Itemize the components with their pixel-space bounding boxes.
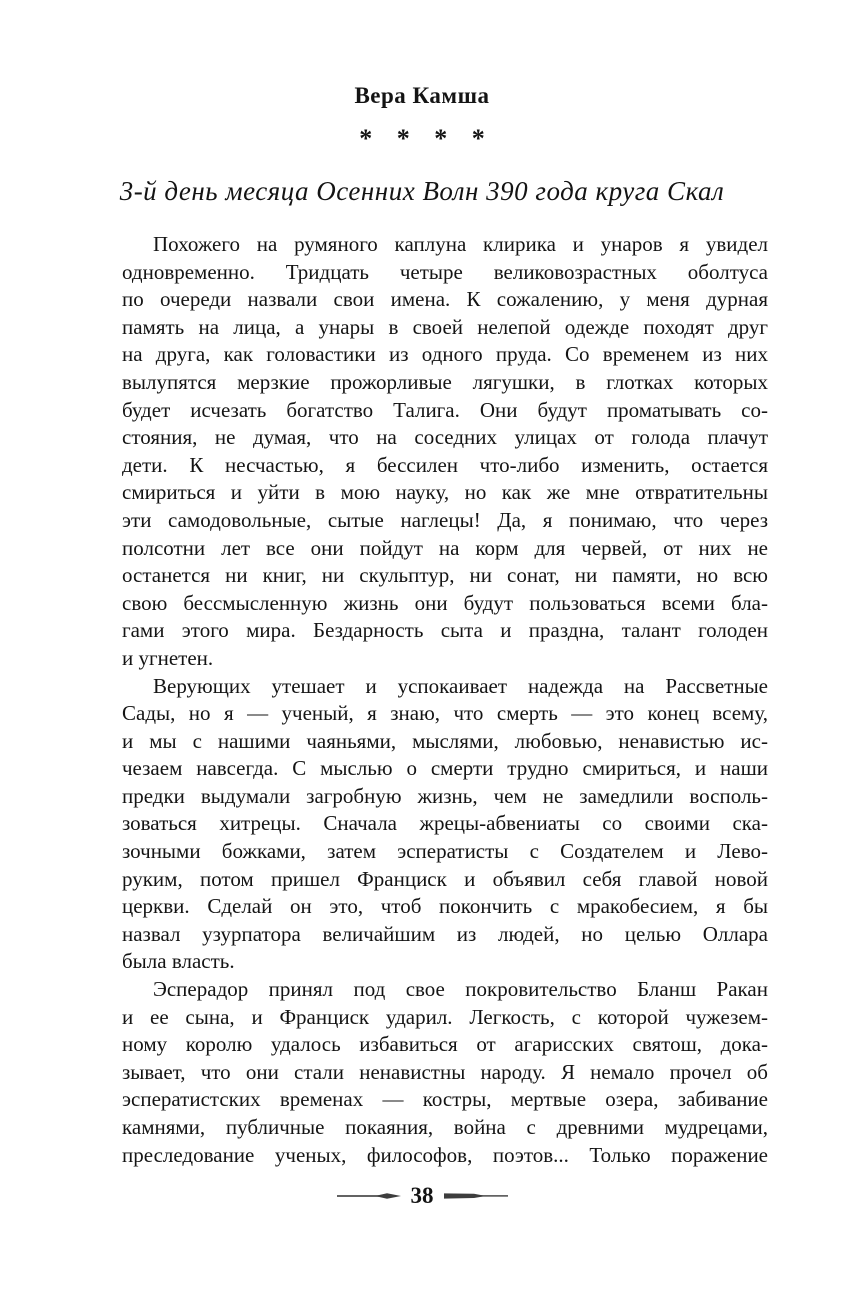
page-number-ornament-right xyxy=(444,1190,508,1202)
text-line: зочными божками, затем эсператисты с Создателем и Лево- xyxy=(122,839,768,864)
text-line: Верующих утешает и успокаивает надежда на Рассветные xyxy=(153,673,768,698)
text-line: и мы с нашими чаяньями, мыслями, любовью, ненавистью ис- xyxy=(122,728,768,753)
text-line: эти самодовольные, сытые наглецы! Да, я понимаю, что через xyxy=(122,507,768,532)
text-line: и угнетен. xyxy=(122,645,214,670)
text-line: полсотни лет все они пойдут на корм для червей, от них не xyxy=(122,535,768,560)
text-line: камнями, публичные покаяния, война с древними мудрецами, xyxy=(122,1115,768,1139)
text-line: смириться и уйти в мою науку, но как же мне отвратительны xyxy=(122,480,768,505)
text-line: дети. К несчастью, я бессилен что-либо изменить, остается xyxy=(122,452,768,477)
text-line: преследование ученых, философов, поэтов... Только поражение xyxy=(122,1142,768,1167)
text-line: будет исчезать богатство Талига. Они будут проматывать со- xyxy=(122,397,768,422)
text-line: Сады, но я — ученый, я знаю, что смерть — это конец всему, xyxy=(122,701,768,726)
text-line: предки выдумали загробную жизнь, чем не замедлили восполь- xyxy=(122,783,768,808)
body-text xyxy=(122,231,768,1169)
text-line: и ее сына, и Франциск ударил. Легкость, с которой чужезем- xyxy=(122,1004,768,1029)
text-line: вылупятся мерзкие прожорливые лягушки, в глотках которых xyxy=(122,369,768,394)
page-number: 38 xyxy=(410,1183,434,1208)
page-footer xyxy=(0,1183,844,1209)
text-line: по очереди назвали свои имена. К сожалению, у меня дурная xyxy=(122,287,768,312)
running-head-author: Вера Камша xyxy=(354,83,490,108)
text-line: память на лица, а унары в своей нелепой одежде походят друг xyxy=(122,314,768,339)
diary-date-heading: 3-й день месяца Осенних Волн 390 года круга Скал xyxy=(119,176,725,206)
text-line: свою бессмысленную жизнь они будут пользоваться всеми бла- xyxy=(122,590,768,615)
text-line: руким, потом пришел Франциск и объявил себя главой новой xyxy=(122,866,768,891)
text-line: была власть. xyxy=(122,949,235,974)
section-separator: * * * * xyxy=(359,124,494,153)
text-line: на друга, как головастики из одного пруда. Со временем из них xyxy=(122,342,768,367)
text-line: стояния, не думая, что на соседних улицах от голода плачут xyxy=(122,425,768,450)
text-line: эсператистских временах — костры, мертвые озера, забивание xyxy=(122,1087,768,1112)
paragraph xyxy=(122,231,768,673)
page-number-ornament-left xyxy=(337,1190,401,1202)
paragraph xyxy=(122,673,768,977)
paragraph xyxy=(122,976,768,1169)
text-line: зоваться хитрецы. Сначала жрецы-абвениаты со своими ска- xyxy=(122,811,768,836)
text-line: одновременно. Тридцать четыре великовозрастных оболтуса xyxy=(122,259,768,284)
text-line: гами этого мира. Бездарность сыта и праздна, талант голоден xyxy=(122,618,768,643)
text-line: чезаем навсегда. С мыслью о смерти трудно смириться, и наши xyxy=(122,756,768,781)
text-line: ному королю удалось избавиться от агарисских святош, дока- xyxy=(122,1032,768,1057)
text-line: назвал узурпатора величайшим из людей, но целью Оллара xyxy=(122,921,768,946)
text-line: Похожего на румяного каплуна клирика и унаров я увидел xyxy=(153,232,768,256)
text-line: церкви. Сделай он это, чтоб покончить с мракобесием, я бы xyxy=(122,894,768,919)
text-line: Эсперадор принял под свое покровительство Бланш Ракан xyxy=(153,977,768,1002)
text-line: останется ни книг, ни скульптур, ни сонат, ни памяти, но всю xyxy=(122,563,768,588)
text-line: зывает, что они стали ненавистны народу. Я немало прочел об xyxy=(122,1059,768,1084)
